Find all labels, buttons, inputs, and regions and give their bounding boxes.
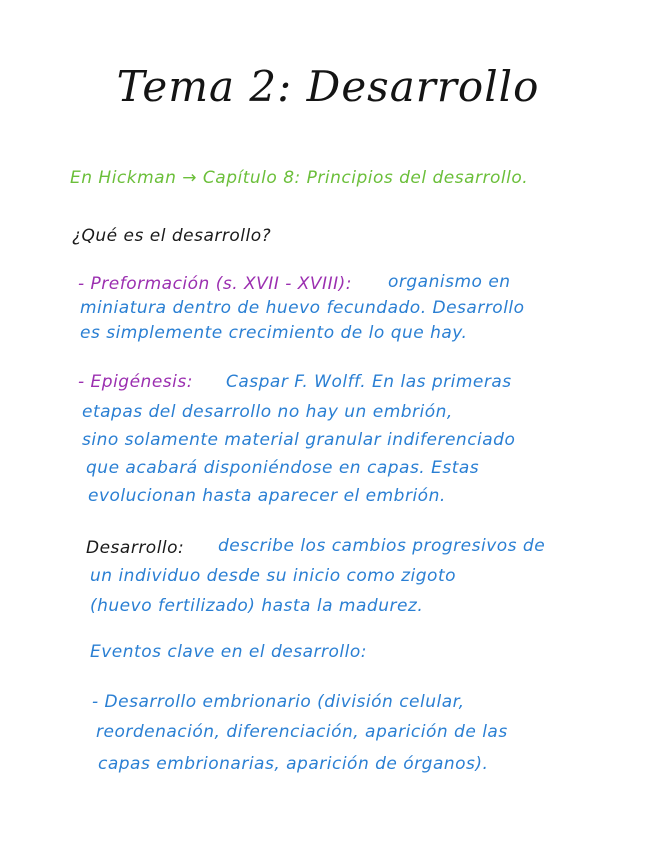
epigenesis-line-1: Caspar F. Wolff. En las primeras xyxy=(226,372,512,392)
preformacion-line-2: miniatura dentro de huevo fecundado. Desarrollo xyxy=(80,298,525,318)
preformacion-line-1: organismo en xyxy=(388,272,511,292)
epigenesis-label: - Epigénesis: xyxy=(78,372,193,392)
page-title: Tema 2: Desarrollo xyxy=(116,62,540,111)
preformacion-label: - Preformación (s. XVII - XVIII): xyxy=(78,274,352,294)
question-line: ¿Qué es el desarrollo? xyxy=(72,226,272,246)
epigenesis-line-3: sino solamente material granular indiferenciado xyxy=(82,430,516,450)
eventos-line-2: reordenación, diferenciación, aparición de las xyxy=(96,722,508,742)
desarrollo-line-3: (huevo fertilizado) hasta la madurez. xyxy=(90,596,424,616)
epigenesis-line-4: que acabará disponiéndose en capas. Estas xyxy=(86,458,480,478)
epigenesis-line-5: evolucionan hasta aparecer el embrión. xyxy=(88,486,446,506)
eventos-heading: Eventos clave en el desarrollo: xyxy=(90,642,367,662)
desarrollo-line-2: un individuo desde su inicio como zigoto xyxy=(90,566,457,586)
eventos-line-3: capas embrionarias, aparición de órganos). xyxy=(98,754,489,774)
epigenesis-line-2: etapas del desarrollo no hay un embrión, xyxy=(82,402,453,422)
desarrollo-label: Desarrollo: xyxy=(86,538,185,558)
eventos-line-1: - Desarrollo embrionario (división celular, xyxy=(92,692,465,712)
preformacion-line-3: es simplemente crecimiento de lo que hay. xyxy=(80,323,468,343)
desarrollo-line-1: describe los cambios progresivos de xyxy=(218,536,546,556)
reference-line: En Hickman → Capítulo 8: Principios del desarrollo. xyxy=(70,168,529,188)
